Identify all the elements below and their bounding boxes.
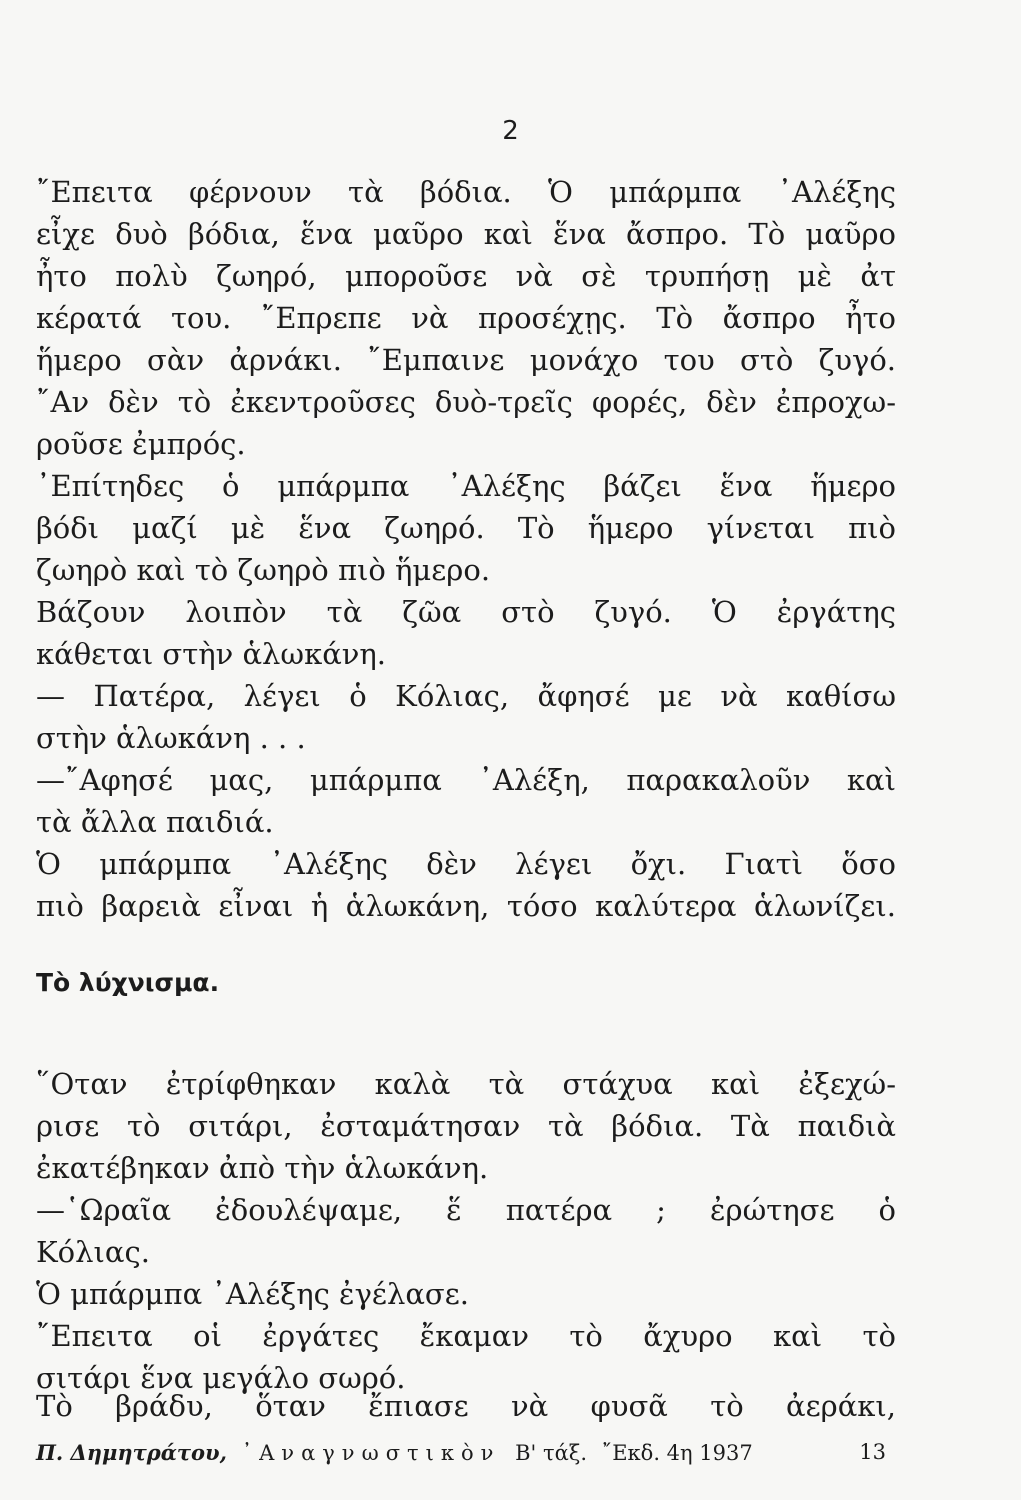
text-line: Κόλιας. xyxy=(36,1235,150,1269)
text-line: ἦτο πολὺ ζωηρό, μποροῦσε νὰ σὲ τρυπήσῃ μὲ ἀτ xyxy=(36,259,896,293)
text-line: —῾Ωραῖα ἐδουλέψαμε, ἕ πατέρα ; ἐρώτησε ὁ xyxy=(36,1193,896,1227)
text-line: κάθεται στὴν ἁλωκάνη. xyxy=(36,637,387,671)
footer-author: Π. Δημητράτου, xyxy=(36,1440,227,1465)
text-line: εἶχε δυὸ βόδια, ἕνα μαῦρο καὶ ἕνα ἄσπρο. Τὸ μαῦρο xyxy=(36,217,896,251)
text-line: ῎Επειτα φέρνουν τὰ βόδια. Ὁ μπάρμπα ᾿Αλέξης xyxy=(36,175,896,209)
footer-grade: Β' τάξ. xyxy=(515,1441,588,1465)
text-line: — Πατέρα, λέγει ὁ Κόλιας, ἄφησέ με νὰ καθίσω xyxy=(36,679,896,713)
text-line: ῞Οταν ἐτρίφθηκαν καλὰ τὰ στάχυα καὶ ἐξεχώ- xyxy=(36,1067,896,1101)
text-line: τὰ ἄλλα παιδιά. xyxy=(36,805,274,839)
text-line: ρισε τὸ σιτάρι, ἐσταμάτησαν τὰ βόδια. Τὰ παιδιὰ xyxy=(36,1109,896,1143)
footer-edition: ῎Εκδ. 4η 1937 xyxy=(601,1441,753,1465)
footer-left xyxy=(36,1440,761,1465)
section-title: Τὸ λύχνισμα. xyxy=(36,968,220,997)
text-line: Τὸ βράδυ, ὅταν ἔπιασε νὰ φυσᾶ τὸ ἀεράκι, xyxy=(36,1389,896,1423)
text-line: ζωηρὸ καὶ τὸ ζωηρὸ πιὸ ἥμερο. xyxy=(36,553,491,587)
text-line: ἥμερο σὰν ἀρνάκι. ῎Εμπαινε μονάχο του στὸ ζυγό. xyxy=(36,343,896,377)
page-number: 2 xyxy=(502,116,519,146)
text-line: ροῦσε ἐμπρός. xyxy=(36,427,246,461)
text-line: ῎Επειτα οἱ ἐργάτες ἔκαμαν τὸ ἄχυρο καὶ τὸ xyxy=(36,1319,896,1353)
text-line: ᾿Επίτηδες ὁ μπάρμπα ᾿Αλέξης βάζει ἕνα ἥμερο xyxy=(36,469,896,503)
text-line: βόδι μαζί μὲ ἕνα ζωηρό. Τὸ ἥμερο γίνεται πιὸ xyxy=(36,511,896,545)
text-line: —῎Αφησέ μας, μπάρμπα ᾿Αλέξη, παρακαλοῦν καὶ xyxy=(36,763,896,797)
footer xyxy=(36,1440,886,1465)
text-line: Ὁ μπάρμπα ᾿Αλέξης δὲν λέγει ὄχι. Γιατὶ ὅσο xyxy=(36,847,896,881)
text-line: Βάζουν λοιπὸν τὰ ζῶα στὸ ζυγό. Ὁ ἐργάτης xyxy=(36,595,896,629)
text-line: στὴν ἁλωκάνη . . . xyxy=(36,721,306,755)
footer-page: 13 xyxy=(859,1440,886,1464)
text-line: πιὸ βαρειὰ εἶναι ἡ ἁλωκάνη, τόσο καλύτερα ἁλωνίζει. xyxy=(36,889,896,923)
text-line: κέρατά του. ῎Επρεπε νὰ προσέχῃς. Τὸ ἄσπρο ἦτο xyxy=(36,301,896,335)
footer-book: ᾿Αναγνωστικὸν xyxy=(241,1441,501,1465)
text-line: σιτάρι ἕνα μεγάλο σωρό. xyxy=(36,1361,406,1395)
text-line: ῎Αν δὲν τὸ ἐκεντροῦσες δυὸ-τρεῖς φορές, δὲν ἐπροχω- xyxy=(36,385,896,419)
text-line: Ὁ μπάρμπα ᾿Αλέξης ἐγέλασε. xyxy=(36,1277,469,1311)
text-line: ἐκατέβηκαν ἀπὸ τὴν ἁλωκάνη. xyxy=(36,1151,489,1185)
